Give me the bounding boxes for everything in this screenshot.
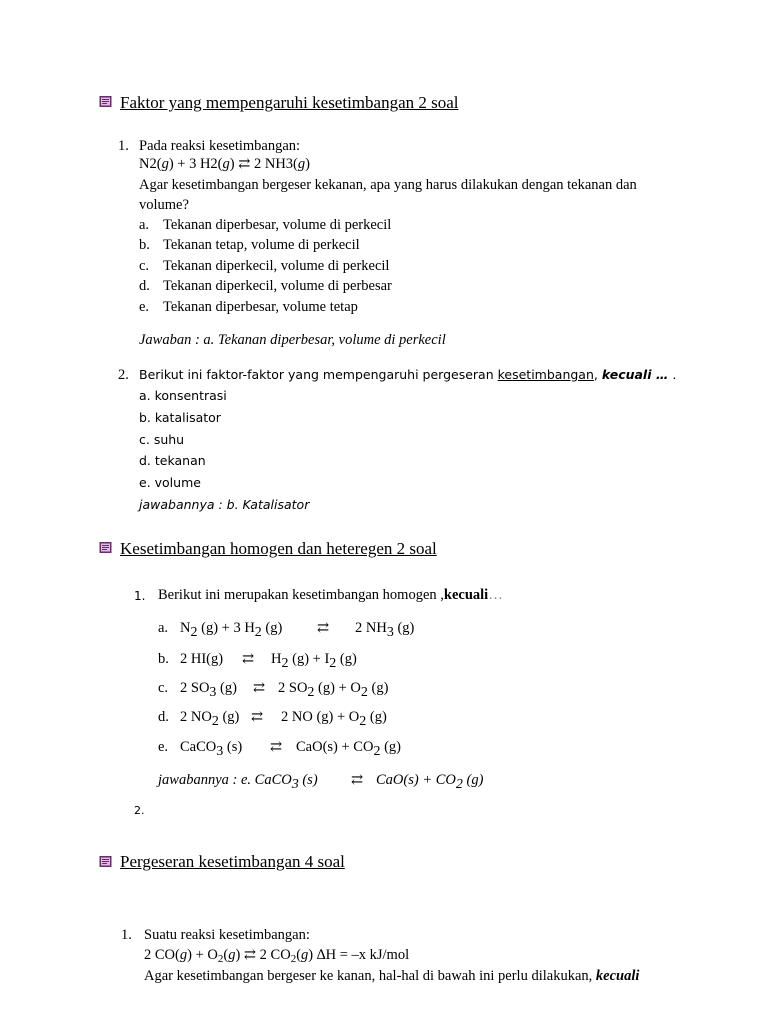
question-number: 2.	[134, 804, 145, 817]
question-text: volume?	[139, 197, 189, 213]
question-intro: Pada reaksi kesetimbangan:	[139, 138, 301, 154]
reaction-equation: 2 $CO(g) + O_2(g)$ ⇄ 2 $CO_2(g) \Delta H = -x$ kJ/mol	[144, 947, 410, 965]
question-text: Berikut ini faktor-faktor yang mempengaruhi pergeseran kesetimbangan, kecuali … .	[139, 367, 677, 382]
book-bullet-icon	[99, 855, 112, 868]
arrow-glyph: ⇄	[270, 739, 283, 755]
question-text: Berikut ini merupakan kesetimbangan homogen ,kecuali…	[158, 587, 503, 603]
section-heading: Pergeseran kesetimbangan 4 soal	[120, 852, 345, 871]
option-product: 2 NH3 (g)	[355, 620, 415, 640]
arrow-glyph: ⇄	[242, 651, 255, 667]
option-item: b. katalisator	[139, 410, 221, 425]
option-product: 2 SO2 (g) + O2 (g)	[278, 680, 389, 700]
option-product: 2 NO (g) + O2 (g)	[281, 709, 387, 729]
arrow-glyph: ⇄	[317, 620, 330, 636]
option-item: b. Tekanan tetap, volume di perkecil	[139, 237, 360, 253]
option-item: e. Tekanan diperbesar, volume tetap	[139, 299, 358, 315]
option-item: d. tekanan	[139, 453, 206, 468]
option-product: CaO(s) + CO2 (g)	[296, 739, 401, 759]
section-heading: Kesetimbangan homogen dan heteregen 2 soal	[120, 539, 437, 558]
reaction-equation: N2(g) + 3 H2(g) ⇄ 2 NH3(g)	[139, 156, 310, 172]
answer-text: jawabannya : b. Katalisator	[139, 497, 310, 512]
question-number: 2.	[118, 367, 129, 383]
answer-text: jawabannya : e. CaCO3 (s)	[158, 772, 318, 792]
book-bullet-icon	[99, 95, 112, 108]
question-number: 1.	[118, 138, 129, 154]
question-text: Agar kesetimbangan bergeser ke kanan, hal-hal di bawah ini perlu dilakukan, kecuali	[144, 968, 640, 984]
option-item: a. N2 (g) + 3 H2 (g)	[158, 620, 283, 640]
question-number: 1.	[121, 927, 132, 943]
option-item: a. konsentrasi	[139, 388, 227, 403]
arrow-glyph: ⇄	[351, 772, 364, 788]
option-item: d. 2 NO2 (g)	[158, 709, 240, 729]
option-product: H2 (g) + I2 (g)	[271, 651, 357, 671]
option-item: d. Tekanan diperkecil, volume di perbesar	[139, 278, 392, 294]
option-item: c. suhu	[139, 432, 185, 447]
question-text: Agar kesetimbangan bergeser kekanan, apa yang harus dilakukan dengan tekanan dan	[139, 177, 637, 193]
question-number: 1.	[134, 589, 146, 603]
option-item: e. CaCO3 (s)	[158, 739, 243, 759]
arrow-glyph: ⇄	[251, 709, 264, 725]
option-item: e. volume	[139, 475, 201, 490]
option-item: c. Tekanan diperkecil, volume di perkecil	[139, 258, 390, 274]
section-heading: Faktor yang mempengaruhi kesetimbangan 2 soal	[120, 93, 459, 112]
option-item: a. Tekanan diperbesar, volume di perkecil	[139, 217, 392, 233]
question-intro: Suatu reaksi kesetimbangan:	[144, 927, 310, 943]
arrow-glyph: ⇄	[253, 680, 266, 696]
answer-product: CaO(s) + CO2 (g)	[376, 772, 484, 792]
option-item: b. 2 HI(g)	[158, 651, 224, 667]
answer-text: Jawaban : a. Tekanan diperbesar, volume di perkecil	[139, 332, 446, 348]
book-bullet-icon	[99, 541, 112, 554]
option-item: c. 2 SO3 (g)	[158, 680, 237, 700]
